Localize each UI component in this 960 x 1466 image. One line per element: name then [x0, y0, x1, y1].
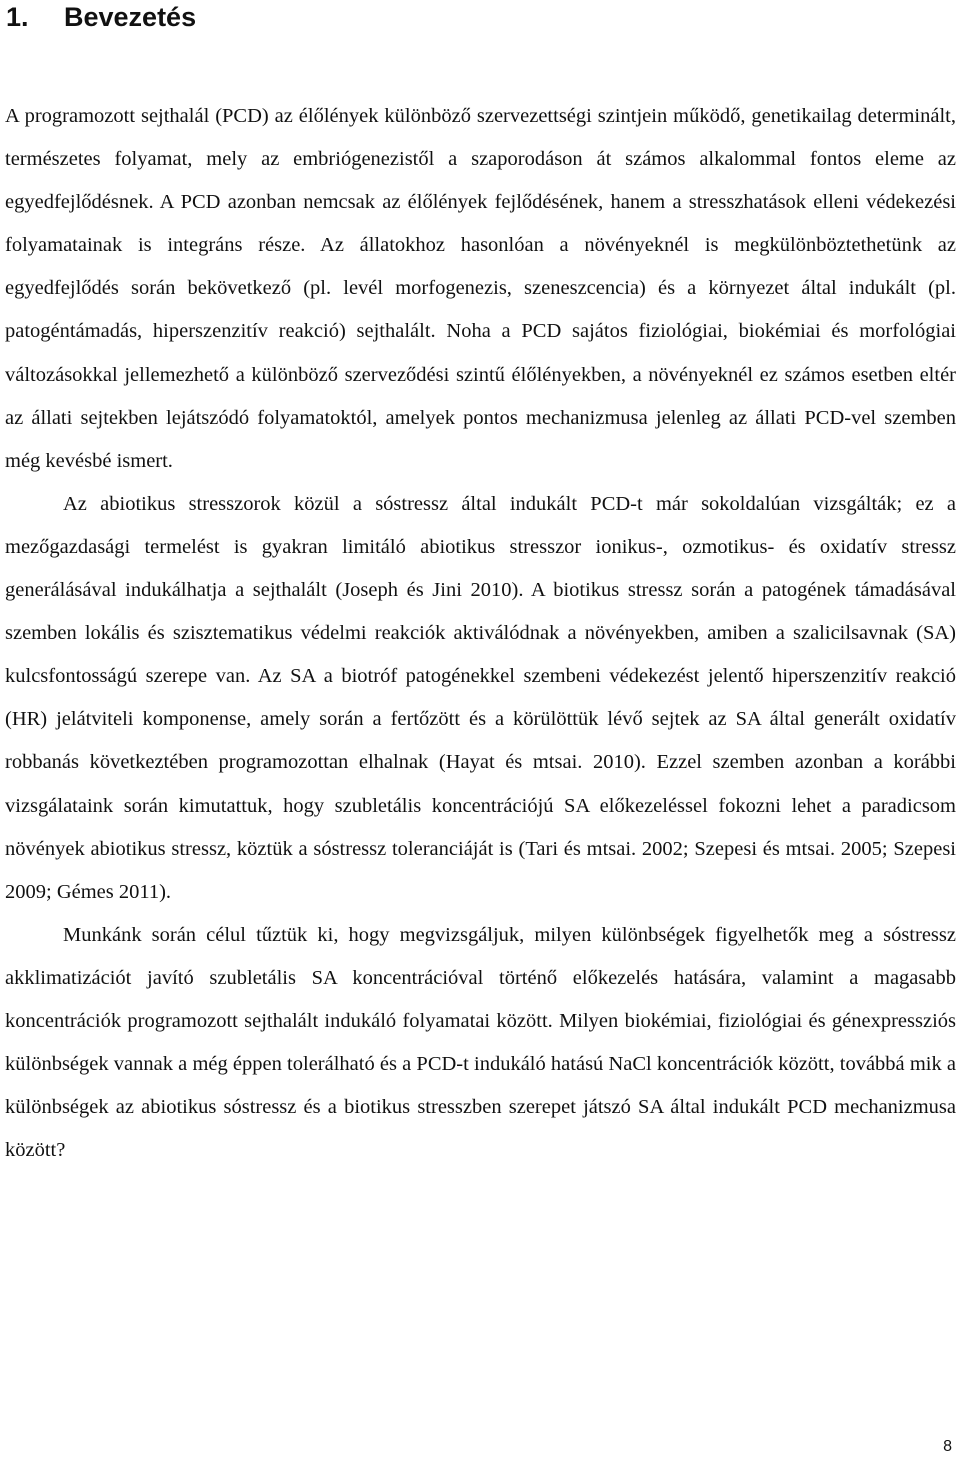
page-number: 8	[943, 1438, 952, 1455]
paragraph-1: A programozott sejthalál (PCD) az élőlények különböző szervezettségi szintjein működő, genetikailag determinált, természetes folyamat, mely az embriógenezistől a szaporodáson át számos alkalommal fontos eleme az egyedfejlődésnek. A PCD azonban nemcsak az élőlények fejlődésének, hanem a stresszhatások elleni védekezési folyamatainak is integráns része. Az állatokhoz hasonlóan a növényeknél is megkülönböztethetünk az egyedfejlődés során bekövetkező (pl. levél morfogenezis, szeneszcencia) és a környezet által indukált (pl. patogéntámadás, hiperszenzitív reakció) sejthalált. Noha a PCD sajátos fiziológiai, biokémiai és morfológiai változásokkal jellemezhető a különböző szerveződési szintű élőlényekben, a növényeknél ez számos esetben eltér az állati sejtekben lejátszódó folyamatoktól, amelyek pontos mechanizmusa jelenleg az állati PCD-vel szemben még kevésbé ismert.	[5, 105, 956, 472]
section-title: Bevezetés	[64, 2, 197, 32]
paragraph-3: Munkánk során célul tűztük ki, hogy megvizsgáljuk, milyen különbségek figyelhetők meg a sóstressz akklimatizációt javító szubletális SA koncentrációval történő előkezelés hatására, valamint a magasabb koncentrációk programozott sejthalált indukáló folyamatai között. Milyen biokémiai, fiziológiai és génexpressziós különbségek vannak a még éppen tolerálható és a PCD-t indukáló hatású NaCl koncentrációk között, továbbá mik a különbségek az abiotikus sóstressz és a biotikus stresszben szerepet játszó SA által indukált PCD mechanizmusa között?	[5, 923, 956, 1162]
section-number: 1.	[6, 2, 29, 32]
section-heading	[6, 0, 196, 34]
body-text	[5, 95, 956, 1172]
paragraph-2: Az abiotikus stresszorok közül a sóstressz által indukált PCD-t már sokoldalúan vizsgálták; ez a mezőgazdasági termelést is gyakran limitáló abiotikus stresszor ionikus-, ozmotikus- és oxidatív stressz generálásával indukálhatja a sejthalált (Joseph és Jini 2010). A biotikus stressz során a patogének támadásával szemben lokális és szisztematikus védelmi reakciók aktiválódnak a növényekben, amiben a szalicilsavnak (SA) kulcsfontosságú szerepe van. Az SA a biotróf patogénekkel szembeni védekezést jelentő hiperszenzitív reakció (HR) jelátviteli komponense, amely során a fertőzött és a körülöttük lévő sejtek az SA által generált oxidatív robbanás következtében programozottan elhalnak (Hayat és mtsai. 2010). Ezzel szemben azonban a korábbi vizsgálataink során kimutattuk, hogy szubletális koncentrációjú SA előkezeléssel fokozni lehet a paradicsom növények abiotikus stressz, köztük a sóstressz toleranciáját is (Tari és mtsai. 2002; Szepesi és mtsai. 2005; Szepesi 2009; Gémes 2011).	[5, 492, 956, 903]
